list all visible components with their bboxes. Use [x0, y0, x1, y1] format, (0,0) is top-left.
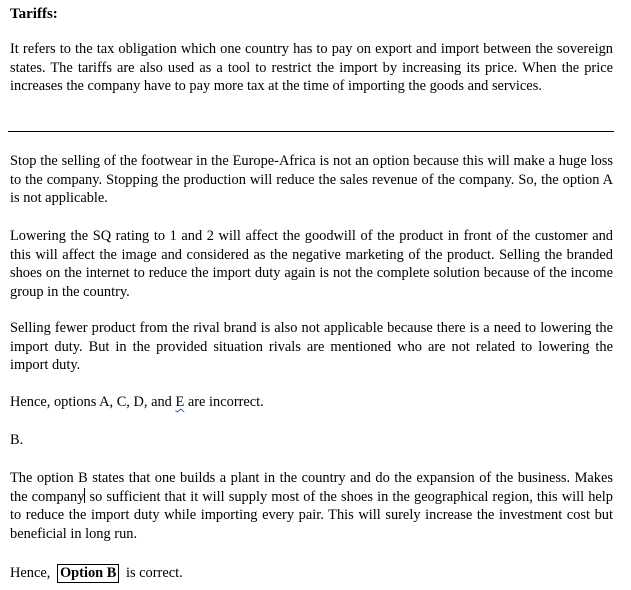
- spellcheck-flagged-letter: E: [175, 394, 185, 410]
- conclusion-suffix: is correct.: [125, 565, 183, 581]
- conclusion-prefix: Hence,: [10, 565, 51, 581]
- horizontal-divider: [8, 131, 614, 132]
- option-letter: B.: [10, 432, 24, 448]
- option-b-text-start: The option B states that one builds a plant in the country and do the expansion of the business. Makes the company: [10, 470, 613, 505]
- answer-box: Option B: [57, 564, 119, 583]
- incorrect-options-suffix: are incorrect.: [184, 394, 264, 410]
- option-b-text-end: so sufficient that it will supply most of the shoes in the geographical region, this will help to reduce the import duty while importing every pair. This will surely increase the investment cost but beneficial in long run.: [10, 488, 613, 543]
- tariff-definition-paragraph: It refers to the tax obligation which one country has to pay on export and import between the sovereign states. The tariffs are also used as a tool to restrict the import by increasing its price. When the price increases the company have to pay more tax at the time of importing the goods and services.: [10, 41, 613, 95]
- stop-selling-paragraph: Stop the selling of the footwear in the Europe-Africa is not an option because this will make a huge loss to the company. Stopping the production will reduce the sales revenue of the company. So, the option A is not applicable.: [10, 153, 613, 207]
- lowering-sq-paragraph: Lowering the SQ rating to 1 and 2 will affect the goodwill of the product in front of the customer and this will affect the image and considered as the negative marketing of the product. Selling the branded shoes on the internet to reduce the import duty again is not the complete solution because of the income group in the country.: [10, 228, 613, 301]
- incorrect-options-prefix: Hence, options A, C, D, and: [10, 394, 176, 410]
- incorrect-options-paragraph: [10, 393, 613, 412]
- option-b-paragraph: [10, 469, 613, 544]
- conclusion-paragraph: [10, 564, 613, 583]
- section-heading: Tariffs:: [10, 6, 58, 22]
- rival-brand-paragraph: Selling fewer product from the rival brand is also not applicable because there is a need to lowering the import duty. But in the provided situation rivals are mentioned who are not related to lowering the import duty.: [10, 320, 613, 374]
